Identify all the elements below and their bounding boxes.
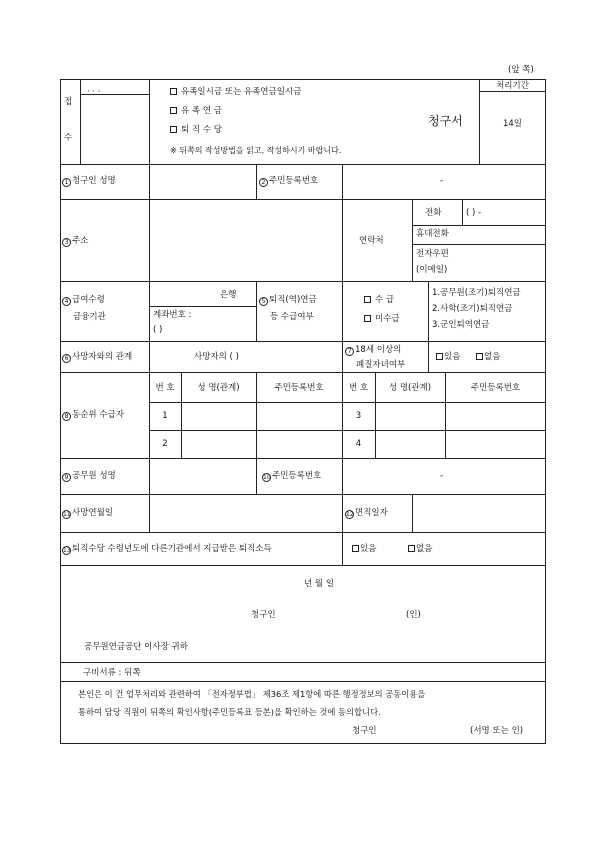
bank-label: 4 급여수령 [62,296,105,306]
option-receiving[interactable]: 수 급 [364,296,394,305]
contact-label: 연락처 [359,236,384,246]
checkbox[interactable] [436,353,443,360]
relation-value: 사망자의 ( ) [194,352,239,362]
pension-type-2: 2.사학(조기)퇴직연금 [432,304,513,314]
processing-period-value: 14일 [502,119,523,129]
retirement-pension-label: 5 퇴직(역)연금 [259,296,317,306]
heirs-header-name-left: 성 명(관계) [197,383,240,393]
checkbox[interactable] [408,545,415,552]
other-income-label: 13퇴직수당 수령년도에 다른기관에서 지급받은 퇴직소득 [63,544,272,554]
bank-label-line2: 금융기관 [73,312,106,322]
checkbox[interactable] [170,88,177,95]
checkbox[interactable] [170,107,177,114]
claimant-id-dash: - [440,176,444,186]
disabled-child-label-line2: 폐질자녀여부 [356,360,406,370]
retirement-pension-label-line2: 등 수급여부 [270,312,314,322]
relation-label: 6 사망자와의 관계 [62,353,132,363]
checkbox[interactable] [476,353,483,360]
phone-label: 전화 [425,208,442,218]
seal-label: (인) [406,610,421,620]
option-yes[interactable]: 있음 [436,353,460,362]
option-survivor-pension[interactable]: 유 족 연 금 [170,107,222,116]
consent-line-2: 통하여 담당 직원이 뒤쪽의 확인사항(주민등록표 등본)을 확인하는 것에 동의합니다. [78,707,381,717]
reception-label-top: 접 [64,97,73,107]
account-number-label: 계좌번호 : [153,310,192,320]
date-line: 년 월 일 [304,579,335,589]
heirs-row-no: 1 [162,411,168,421]
mobile-label: 휴대전화 [416,229,449,239]
disabled-child-label: 7 18세 이상의 [345,346,401,356]
email-sub-label: (이메일) [416,265,448,275]
option-retirement-allowance[interactable]: 퇴 직 수 당 [170,126,222,135]
official-name-label: 9 공무원 성명 [62,472,116,482]
phone-value: ( ) - [466,208,482,218]
required-documents: 구비서류 : 뒤쪽 [83,668,141,678]
option-no[interactable]: 없음 [408,545,432,554]
option-no[interactable]: 없음 [476,353,500,362]
form-title: 청구서 [428,114,463,128]
processing-period-label: 처리기간 [496,81,529,91]
checkbox[interactable] [364,315,371,322]
account-paren: ( ) [153,325,163,335]
checkbox[interactable] [364,296,371,303]
email-label: 전자우편 [416,249,449,259]
pension-type-1: 1.공무원(조기)퇴직연금 [432,288,521,298]
heirs-header-no-left: 번 호 [155,383,175,393]
addressee: 공무원연금공단 이사장 귀하 [84,642,188,652]
reception-label-bottom: 수 [64,133,73,143]
heirs-label: 8 동순위 수급자 [62,411,124,421]
heirs-row-no: 2 [162,439,168,449]
heirs-header-id-right: 주민등록번호 [470,383,521,393]
consent-sign-label: (서명 또는 인) [470,726,524,736]
bank-suffix: 은행 [220,290,237,300]
heirs-header-id-left: 주민등록번호 [274,383,324,393]
option-lump-sum[interactable]: 유족일시금 또는 유족연금일시금 [170,88,301,97]
option-not-receiving[interactable]: 미수급 [364,315,400,324]
address-label: 3 주소 [62,237,88,247]
heirs-header-name-right: 성 명(관계) [388,383,432,393]
claimant-name-label: 1 청구인 성명 [62,177,116,187]
checkbox[interactable] [170,126,177,133]
claimant-id-label: 2 주민등록번호 [259,177,318,187]
page-side-label: (앞 쪽) [508,65,534,75]
consent-line-1: 본인은 이 건 업무처리와 관련하여 「전자정부법」 제36조 제1항에 따른 행정정보의 공동이용을 [78,689,426,699]
dismissal-date-label: 12면직일자 [346,508,388,518]
instruction-note: ※ 뒤쪽의 작성방법을 읽고, 작성하시기 바랍니다. [170,146,342,155]
reception-dots: · · · [87,87,101,97]
consent-claimant-label: 청구인 [352,726,377,736]
heirs-row-no: 4 [355,439,362,449]
official-id-label: 10주민등록번호 [263,471,322,481]
death-date-label: 11사망연월일 [63,508,114,518]
official-id-dash: - [440,471,444,481]
option-yes[interactable]: 있음 [352,545,376,554]
heirs-row-no: 3 [355,411,362,421]
pension-type-3: 3.군인퇴역연금 [432,320,490,330]
signature-claimant-label: 청구인 [251,610,276,620]
checkbox[interactable] [352,545,359,552]
heirs-header-no-right: 번 호 [348,383,369,393]
